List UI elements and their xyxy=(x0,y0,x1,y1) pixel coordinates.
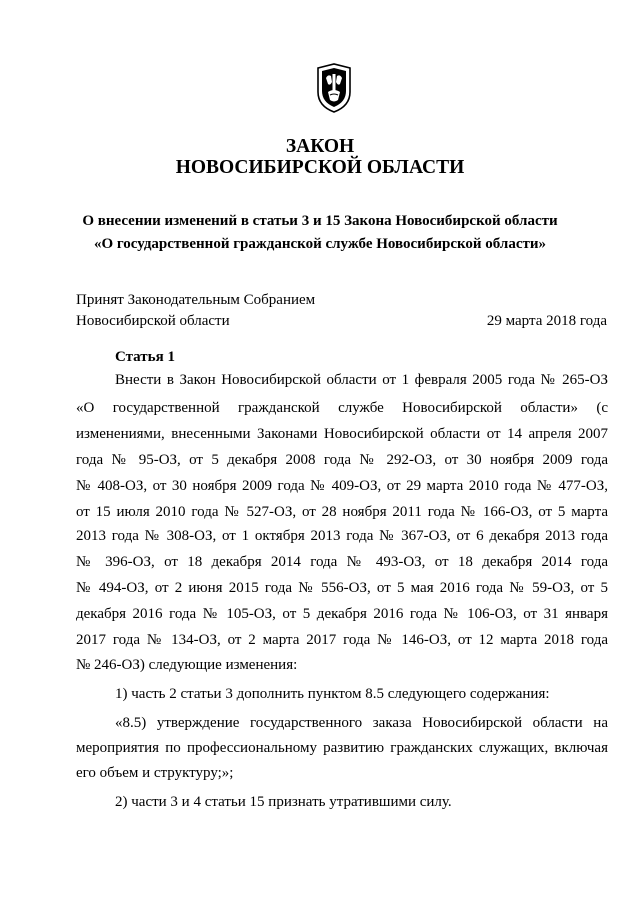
body-text-line: № 246-ОЗ) следующие изменения: xyxy=(76,657,298,673)
law-subject-line-2: «О государственной гражданской службе Новосибирской области» xyxy=(93,236,547,252)
body-text-line: его объем и структуру;»; xyxy=(76,765,234,781)
body-text-line: изменениями, внесенными Законами Новосибирской области от 14 апреля 2007 xyxy=(76,426,608,442)
body-text-line: Внести в Закон Новосибирской области от 1 февраля 2005 года № 265-ОЗ xyxy=(115,372,608,388)
law-subject-line-1: О внесении изменений в статьи 3 и 15 Закона Новосибирской области xyxy=(82,213,558,229)
body-text-line: № 408-ОЗ, от 30 ноября 2009 года № 409-ОЗ, от 29 марта 2010 года № 477-ОЗ, xyxy=(76,478,608,494)
coat-of-arms-emblem xyxy=(314,62,354,114)
article-heading: Статья 1 xyxy=(115,349,175,365)
body-text-line: декабря 2016 года № 105-ОЗ, от 5 декабря 2016 года № 106-ОЗ, от 31 января xyxy=(76,606,608,622)
body-text-line: от 15 июля 2010 года № 527-ОЗ, от 28 ноября 2011 года № 166-ОЗ, от 5 марта xyxy=(76,504,608,520)
amendment-item-2: 2) части 3 и 4 статьи 15 признать утратившими силу. xyxy=(115,794,452,810)
body-text-line: года № 95-ОЗ, от 5 декабря 2008 года № 292-ОЗ, от 30 ноября 2009 года xyxy=(76,452,608,468)
body-text-line: № 396-ОЗ, от 18 декабря 2014 года № 493-ОЗ, от 18 декабря 2014 года xyxy=(76,554,608,570)
adopted-by-line-1: Принят Законодательным Собранием xyxy=(76,292,316,308)
law-title-line-1: ЗАКОН xyxy=(285,136,355,157)
body-text-line: 2013 года № 308-ОЗ, от 1 октября 2013 года № 367-ОЗ, от 6 декабря 2013 года xyxy=(76,528,608,544)
law-title-line-2: НОВОСИБИРСКОЙ ОБЛАСТИ xyxy=(175,157,465,178)
amendment-item-1: 1) часть 2 статьи 3 дополнить пунктом 8.5 следующего содержания: xyxy=(115,686,550,702)
body-text-line: мероприятия по профессиональному развитию гражданских служащих, включая xyxy=(76,740,608,756)
body-text-line: «О государственной гражданской службе Новосибирской области» (с xyxy=(76,400,608,416)
adopted-by-line-2: Новосибирской области xyxy=(76,313,230,329)
body-text-line: 2017 года № 134-ОЗ, от 2 марта 2017 года № 146-ОЗ, от 12 марта 2018 года xyxy=(76,632,608,648)
body-text-line: «8.5) утверждение государственного заказа Новосибирской области на xyxy=(115,715,608,731)
body-text-line: № 494-ОЗ, от 2 июня 2015 года № 556-ОЗ, от 5 мая 2016 года № 59-ОЗ, от 5 xyxy=(76,580,608,596)
adoption-date: 29 марта 2018 года xyxy=(486,313,607,329)
